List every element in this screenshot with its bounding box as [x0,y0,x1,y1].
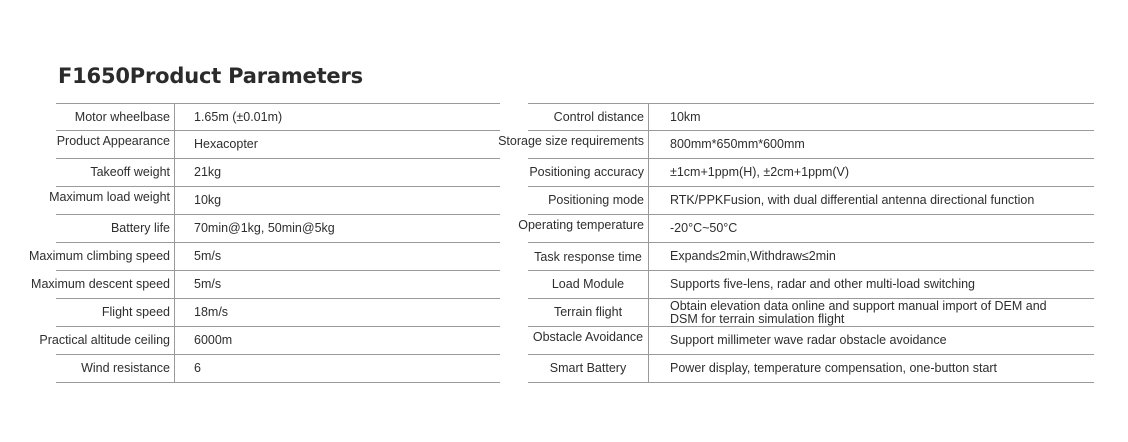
parameter-label: Takeoff weight [90,165,170,179]
table-row [528,159,1094,187]
column-divider [174,104,175,131]
parameter-label: Terrain flight [553,305,623,319]
parameter-value: RTK/PPKFusion, with dual differential antenna directional function [670,193,1035,207]
table-row [518,215,1094,243]
parameter-value: Supports five-lens, radar and other multi-load switching [670,277,976,291]
parameter-label: Motor wheelbase [74,110,170,124]
table-row [528,355,1094,383]
parameter-value: 6 [194,361,201,375]
column-divider [174,299,175,327]
table-row [56,215,500,243]
column-divider [648,187,649,215]
table-row [28,243,500,271]
parameter-value: -20°C~50°C [670,221,738,235]
parameter-label: Task response time [534,250,642,264]
table-row [528,103,1094,131]
column-divider [648,131,649,159]
parameter-value: 10kg [194,193,222,207]
parameter-value: 1.65m (±0.01m) [194,110,283,124]
parameter-label: Wind resistance [81,361,170,375]
parameter-value: Power display, temperature compensation, one-button start [670,361,998,375]
table-row [528,299,1094,327]
column-divider [174,271,175,299]
column-divider [648,104,649,131]
column-divider [648,215,649,243]
parameter-value: Obtain elevation data online and support manual import of DEM and DSM for terrain simulation flight [670,299,1047,326]
parameter-label: Practical altitude ceiling [39,333,170,347]
table-row [49,187,500,215]
parameter-value: 5m/s [194,277,222,291]
parameter-label: Battery life [110,221,170,235]
parameter-value: 21kg [194,165,222,179]
parameter-value: 800mm*650mm*600mm [670,137,805,151]
column-divider [174,159,175,187]
parameter-label: Maximum load weight [49,190,170,204]
parameter-label: Positioning accuracy [529,165,644,179]
left-parameter-table [20,103,500,383]
table-row [528,187,1094,215]
parameter-label: Product Appearance [56,134,170,148]
column-divider [174,243,175,271]
column-divider [174,327,175,355]
parameter-value: 18m/s [194,305,229,319]
parameter-value: 5m/s [194,249,222,263]
parameter-label: Control distance [553,110,644,124]
column-divider [174,187,175,215]
table-row [528,243,1094,271]
parameter-value: ±1cm+1ppm(H), ±2cm+1ppm(V) [670,165,850,179]
table-row [528,327,1094,355]
parameter-value: 10km [670,110,701,124]
parameter-label: Flight speed [101,305,170,319]
parameter-value: Hexacopter [194,137,258,151]
parameter-label: Load Module [551,277,625,291]
column-divider [174,355,175,383]
column-divider [174,215,175,243]
table-row [528,271,1094,299]
parameter-label: Obstacle Avoidance [532,330,644,344]
column-divider [648,327,649,355]
column-divider [648,299,649,327]
column-divider [648,159,649,187]
parameter-label: Smart Battery [549,361,627,375]
parameter-value: 70min@1kg, 50min@5kg [194,221,335,235]
table-row [56,299,500,327]
page-title: F1650Product Parameters [58,64,363,88]
parameter-label: Positioning mode [548,193,644,207]
table-row [31,271,500,299]
parameter-label: Storage size requirements [498,134,644,148]
parameter-label: Operating temperature [518,218,644,232]
column-divider [174,131,175,159]
table-row [39,327,500,355]
column-divider [648,355,649,383]
parameter-label: Maximum descent speed [31,277,170,291]
parameter-label: Maximum climbing speed [28,249,170,263]
parameter-value: Expand≤2min,Withdraw≤2min [670,249,836,263]
parameter-value: 6000m [194,333,233,347]
table-row [56,103,500,131]
table-row [498,131,1094,159]
right-parameter-table [490,103,1094,383]
column-divider [648,271,649,299]
parameter-value: Support millimeter wave radar obstacle avoidance [670,333,947,347]
table-row [56,355,500,383]
column-divider [648,243,649,271]
table-row [56,159,500,187]
table-row [56,131,500,159]
